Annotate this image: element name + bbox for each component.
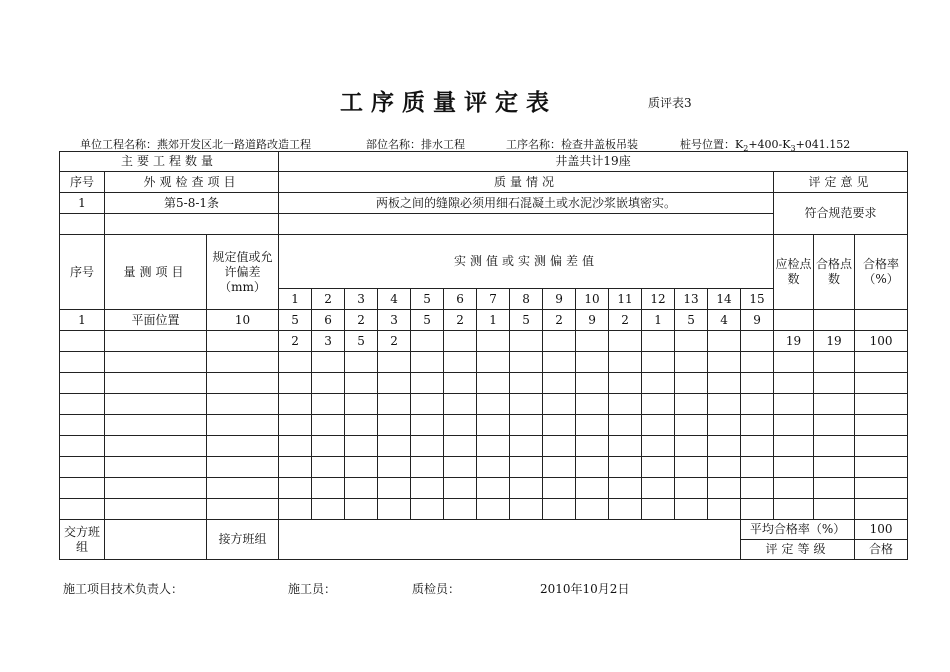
- empty-cell: [609, 352, 642, 373]
- unit-project-name: 单位工程名称：燕郊开发区北一路道路改造工程: [80, 138, 311, 151]
- empty-cell: [855, 436, 908, 457]
- empty-cell: [60, 436, 105, 457]
- empty-cell: [708, 499, 741, 520]
- empty-cell: [543, 457, 576, 478]
- empty-cell: [411, 331, 444, 352]
- empty-cell: [60, 331, 105, 352]
- measure-row: [60, 310, 908, 331]
- opinion-value: 符合规范要求: [774, 193, 908, 235]
- column-number: 3: [345, 289, 378, 310]
- empty-cell: [378, 394, 411, 415]
- empty-cell: [105, 394, 207, 415]
- inspection-row-item: 第5-8-1条: [105, 193, 279, 214]
- measured-values-header: 实测值或实测偏差值: [279, 235, 774, 289]
- empty-cell: [510, 478, 543, 499]
- empty-cell: [378, 457, 411, 478]
- inspector-signature: 质检员：: [412, 582, 461, 596]
- measure-seq-header: 序号: [60, 235, 105, 310]
- empty-cell: [207, 352, 279, 373]
- empty-cell: [855, 415, 908, 436]
- empty-cell: [345, 436, 378, 457]
- empty-cell: [279, 373, 312, 394]
- empty-cell: [477, 373, 510, 394]
- empty-cell: [279, 415, 312, 436]
- column-number: 4: [378, 289, 411, 310]
- empty-cell: [477, 352, 510, 373]
- measured-value: 9: [576, 310, 609, 331]
- column-number: 13: [675, 289, 708, 310]
- empty-cell: [279, 499, 312, 520]
- empty-cell: [477, 331, 510, 352]
- check-points-header: 应检点数: [774, 235, 814, 310]
- empty-cell: [105, 352, 207, 373]
- empty-cell: [708, 352, 741, 373]
- empty-cell: [814, 436, 855, 457]
- empty-cell: [105, 436, 207, 457]
- empty-cell: [708, 331, 741, 352]
- empty-cell: [609, 436, 642, 457]
- empty-cell: [855, 373, 908, 394]
- main-quantity-value: 井盖共计19座: [279, 152, 908, 172]
- empty-cell: [312, 436, 345, 457]
- empty-cell: [312, 394, 345, 415]
- empty-cell: [708, 436, 741, 457]
- spec-header: 规定值或允许偏差（mm）: [207, 235, 279, 310]
- empty-cell: [814, 415, 855, 436]
- measured-value: 3: [312, 331, 345, 352]
- measured-value: 2: [444, 310, 477, 331]
- empty-cell: [741, 436, 774, 457]
- empty-cell: [642, 394, 675, 415]
- empty-cell: [207, 436, 279, 457]
- empty-cell: [774, 415, 814, 436]
- empty-cell: [774, 394, 814, 415]
- inspection-item-header: 外观检查项目: [105, 172, 279, 193]
- empty-cell: [510, 352, 543, 373]
- empty-cell: [675, 499, 708, 520]
- empty-cell: [60, 499, 105, 520]
- column-number: 15: [741, 289, 774, 310]
- column-number: 12: [642, 289, 675, 310]
- empty-cell: [609, 478, 642, 499]
- empty-cell: [312, 415, 345, 436]
- measured-value: 2: [345, 310, 378, 331]
- handover-team-value: [105, 520, 207, 560]
- empty-cell: [378, 352, 411, 373]
- empty-cell: [60, 457, 105, 478]
- empty-cell: [411, 457, 444, 478]
- empty-cell: [312, 373, 345, 394]
- column-number: 2: [312, 289, 345, 310]
- empty-cell: [312, 499, 345, 520]
- empty-cell: [411, 499, 444, 520]
- empty-cell: [510, 436, 543, 457]
- empty-cell: [741, 499, 774, 520]
- column-number: 11: [609, 289, 642, 310]
- empty-cell: [741, 415, 774, 436]
- empty-cell: [543, 394, 576, 415]
- measured-value: 4: [708, 310, 741, 331]
- empty-cell: [642, 373, 675, 394]
- measured-value: 2: [378, 331, 411, 352]
- empty-cell: [60, 478, 105, 499]
- blank-row: [60, 436, 908, 457]
- empty-cell: [543, 373, 576, 394]
- empty-cell: [741, 373, 774, 394]
- empty-cell: [477, 415, 510, 436]
- tech-lead-signature: 施工项目技术负责人：: [63, 582, 184, 596]
- empty-cell: [411, 415, 444, 436]
- empty-cell: [411, 352, 444, 373]
- empty-cell: [675, 352, 708, 373]
- empty-cell: [279, 352, 312, 373]
- empty-cell: [510, 373, 543, 394]
- grade-label: 评定等级: [741, 540, 855, 560]
- empty-cell: [411, 373, 444, 394]
- measured-value: 5: [345, 331, 378, 352]
- empty-cell: [312, 478, 345, 499]
- process-name: 工序名称：检查井盖板吊装: [506, 138, 638, 151]
- part-name: 部位名称：排水工程: [366, 138, 465, 151]
- empty-cell: [105, 457, 207, 478]
- main-quantity-label: 主要工程数量: [60, 152, 279, 172]
- empty-cell: [609, 373, 642, 394]
- empty-cell: [642, 352, 675, 373]
- empty-cell: [609, 415, 642, 436]
- empty-cell: [60, 394, 105, 415]
- empty-cell: [105, 499, 207, 520]
- empty-cell: [609, 457, 642, 478]
- empty-cell: [609, 499, 642, 520]
- empty-cell: [444, 373, 477, 394]
- empty-cell: [207, 499, 279, 520]
- empty-cell: [105, 214, 279, 235]
- empty-cell: [855, 457, 908, 478]
- worker-signature: 施工员：: [288, 582, 337, 596]
- measured-value: 5: [675, 310, 708, 331]
- measured-value: 2: [609, 310, 642, 331]
- blank-row: [60, 394, 908, 415]
- empty-cell: [510, 331, 543, 352]
- empty-cell: [312, 352, 345, 373]
- empty-cell: [105, 415, 207, 436]
- empty-cell: [855, 499, 908, 520]
- quality-header: 质量情况: [279, 172, 774, 193]
- empty-cell: [207, 373, 279, 394]
- empty-cell: [207, 331, 279, 352]
- empty-cell: [105, 331, 207, 352]
- empty-cell: [207, 394, 279, 415]
- empty-cell: [708, 373, 741, 394]
- measure-item-header: 量测项目: [105, 235, 207, 310]
- station-position: 桩号位置：$K_2+400-K_3+041.152$: [680, 138, 851, 154]
- empty-cell: [543, 415, 576, 436]
- pass-points-header: 合格点数: [814, 235, 855, 310]
- empty-cell: [642, 436, 675, 457]
- empty-cell: [814, 373, 855, 394]
- empty-cell: [345, 394, 378, 415]
- blank-row: [60, 415, 908, 436]
- grade-value: 合格: [855, 540, 908, 560]
- empty-cell: [576, 415, 609, 436]
- empty-cell: [477, 478, 510, 499]
- empty-cell: [510, 415, 543, 436]
- empty-cell: [510, 499, 543, 520]
- empty-cell: [378, 478, 411, 499]
- measured-value: 5: [510, 310, 543, 331]
- empty-cell: [207, 415, 279, 436]
- empty-cell: [444, 352, 477, 373]
- empty-cell: [207, 478, 279, 499]
- empty-cell: [345, 415, 378, 436]
- empty-cell: [675, 331, 708, 352]
- avg-pass-rate-label: 平均合格率（%）: [741, 520, 855, 540]
- empty-cell: [814, 499, 855, 520]
- blank-row: [60, 352, 908, 373]
- avg-pass-rate-value: 100: [855, 520, 908, 540]
- blank-row: [60, 478, 908, 499]
- empty-cell: [477, 394, 510, 415]
- inspection-row-quality: 两板之间的缝隙必须用细石混凝土或水泥沙浆嵌填密实。: [279, 193, 774, 214]
- date: 2010年10月2日: [540, 582, 630, 596]
- empty-cell: [477, 457, 510, 478]
- empty-cell: [105, 478, 207, 499]
- form-number: 质评表3: [648, 96, 692, 110]
- blank-row: [60, 457, 908, 478]
- empty-cell: [345, 457, 378, 478]
- empty-cell: [543, 478, 576, 499]
- empty-cell: [814, 457, 855, 478]
- empty-cell: [642, 457, 675, 478]
- empty-cell: [576, 352, 609, 373]
- empty-cell: [855, 310, 908, 331]
- check-points-value: 19: [774, 331, 814, 352]
- empty-cell: [774, 373, 814, 394]
- empty-cell: [477, 436, 510, 457]
- measured-value: 5: [411, 310, 444, 331]
- empty-cell: [60, 214, 105, 235]
- empty-cell: [675, 436, 708, 457]
- empty-cell: [345, 478, 378, 499]
- empty-cell: [675, 457, 708, 478]
- empty-cell: [774, 310, 814, 331]
- pass-rate-value: 100: [855, 331, 908, 352]
- column-number: 5: [411, 289, 444, 310]
- empty-cell: [279, 457, 312, 478]
- empty-cell: [708, 478, 741, 499]
- empty-cell: [444, 499, 477, 520]
- measured-value: 9: [741, 310, 774, 331]
- empty-cell: [576, 436, 609, 457]
- empty-cell: [444, 436, 477, 457]
- receiver-team-value: [279, 520, 741, 560]
- measured-value: 6: [312, 310, 345, 331]
- empty-cell: [279, 436, 312, 457]
- empty-cell: [60, 373, 105, 394]
- empty-cell: [279, 214, 774, 235]
- empty-cell: [345, 352, 378, 373]
- empty-cell: [675, 394, 708, 415]
- empty-cell: [345, 499, 378, 520]
- column-number: 14: [708, 289, 741, 310]
- empty-cell: [411, 478, 444, 499]
- measured-value: 1: [642, 310, 675, 331]
- column-number: 8: [510, 289, 543, 310]
- empty-cell: [609, 394, 642, 415]
- measured-value: 5: [279, 310, 312, 331]
- blank-row: [60, 499, 908, 520]
- quality-assessment-table: [59, 151, 908, 560]
- empty-cell: [60, 352, 105, 373]
- empty-cell: [444, 457, 477, 478]
- blank-row: [60, 373, 908, 394]
- receiver-team-label: 接方班组: [207, 520, 279, 560]
- empty-cell: [543, 331, 576, 352]
- empty-cell: [279, 394, 312, 415]
- empty-cell: [444, 394, 477, 415]
- empty-cell: [741, 394, 774, 415]
- empty-cell: [855, 352, 908, 373]
- measure-row: [60, 331, 908, 352]
- empty-cell: [510, 394, 543, 415]
- empty-cell: [60, 415, 105, 436]
- page-title: 工序质量评定表: [340, 90, 557, 116]
- empty-cell: [708, 415, 741, 436]
- column-number: 9: [543, 289, 576, 310]
- measured-value: 2: [543, 310, 576, 331]
- empty-cell: [378, 499, 411, 520]
- empty-cell: [477, 499, 510, 520]
- measure-row-seq: 1: [60, 310, 105, 331]
- empty-cell: [609, 331, 642, 352]
- inspection-row-seq: 1: [60, 193, 105, 214]
- empty-cell: [675, 415, 708, 436]
- empty-cell: [642, 415, 675, 436]
- empty-cell: [774, 436, 814, 457]
- empty-cell: [855, 478, 908, 499]
- empty-cell: [774, 352, 814, 373]
- empty-cell: [510, 457, 543, 478]
- empty-cell: [576, 478, 609, 499]
- measured-value: 3: [378, 310, 411, 331]
- empty-cell: [675, 478, 708, 499]
- empty-cell: [774, 499, 814, 520]
- empty-cell: [814, 478, 855, 499]
- empty-cell: [741, 331, 774, 352]
- empty-cell: [345, 373, 378, 394]
- empty-cell: [576, 394, 609, 415]
- empty-cell: [774, 457, 814, 478]
- empty-cell: [814, 394, 855, 415]
- empty-cell: [576, 499, 609, 520]
- pass-points-value: 19: [814, 331, 855, 352]
- empty-cell: [378, 415, 411, 436]
- inspection-seq-header: 序号: [60, 172, 105, 193]
- empty-cell: [741, 478, 774, 499]
- empty-cell: [675, 373, 708, 394]
- empty-cell: [741, 457, 774, 478]
- column-number: 10: [576, 289, 609, 310]
- empty-cell: [543, 499, 576, 520]
- empty-cell: [378, 373, 411, 394]
- empty-cell: [411, 394, 444, 415]
- empty-cell: [708, 394, 741, 415]
- empty-cell: [576, 331, 609, 352]
- empty-cell: [642, 499, 675, 520]
- empty-cell: [444, 331, 477, 352]
- empty-cell: [444, 478, 477, 499]
- pass-rate-header: 合格率（%）: [855, 235, 908, 310]
- empty-cell: [708, 457, 741, 478]
- empty-cell: [741, 352, 774, 373]
- column-number: 1: [279, 289, 312, 310]
- column-number: 6: [444, 289, 477, 310]
- empty-cell: [543, 436, 576, 457]
- empty-cell: [312, 457, 345, 478]
- column-number: 7: [477, 289, 510, 310]
- handover-team-label: 交方班组: [60, 520, 105, 560]
- empty-cell: [105, 373, 207, 394]
- empty-cell: [576, 457, 609, 478]
- measure-row-spec: 10: [207, 310, 279, 331]
- empty-cell: [543, 352, 576, 373]
- empty-cell: [814, 310, 855, 331]
- empty-cell: [207, 457, 279, 478]
- empty-cell: [774, 478, 814, 499]
- measured-value: 1: [477, 310, 510, 331]
- measure-row-item: 平面位置: [105, 310, 207, 331]
- empty-cell: [855, 394, 908, 415]
- empty-cell: [444, 415, 477, 436]
- empty-cell: [378, 436, 411, 457]
- empty-cell: [411, 436, 444, 457]
- empty-cell: [279, 478, 312, 499]
- empty-cell: [642, 478, 675, 499]
- opinion-header: 评定意见: [774, 172, 908, 193]
- empty-cell: [814, 352, 855, 373]
- empty-cell: [576, 373, 609, 394]
- empty-cell: [642, 331, 675, 352]
- measured-value: 2: [279, 331, 312, 352]
